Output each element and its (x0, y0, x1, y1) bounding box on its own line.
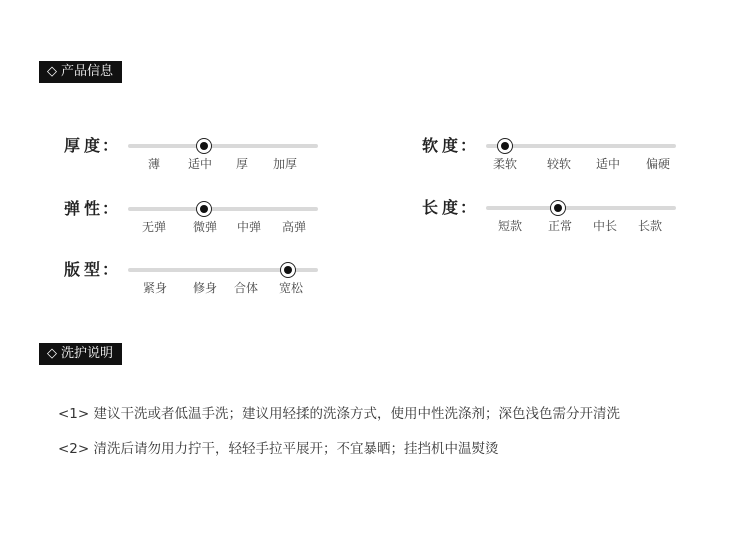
slider-knob (550, 200, 566, 216)
option-label: 微弹 (192, 220, 218, 234)
attribute-thickness (64, 136, 384, 186)
option-label: 正常 (547, 219, 573, 233)
attribute-label: 长度： (422, 198, 477, 217)
option-label: 中长 (592, 219, 618, 233)
slider-knob (196, 138, 212, 154)
option-label: 修身 (192, 281, 218, 295)
option-label: 适中 (595, 157, 621, 171)
care-heading (39, 343, 122, 365)
slider-knob (280, 262, 296, 278)
attribute-label: 软度： (422, 136, 477, 155)
option-label: 无弹 (141, 220, 167, 234)
option-label: 高弹 (281, 220, 307, 234)
diamond-icon: ◇ (47, 346, 57, 361)
attribute-elasticity (64, 199, 384, 249)
attribute-fit (64, 260, 384, 310)
slider-knob (497, 138, 513, 154)
attribute-label: 版型： (64, 260, 119, 279)
option-label: 较软 (546, 157, 572, 171)
diamond-icon: ◇ (47, 64, 57, 79)
attribute-label: 厚度： (64, 136, 119, 155)
option-label: 宽松 (278, 281, 304, 295)
slider-track (486, 206, 676, 210)
slider-knob (196, 201, 212, 217)
option-label: 柔软 (492, 157, 518, 171)
option-label: 加厚 (272, 157, 298, 171)
attribute-label: 弹性： (64, 199, 119, 218)
option-label: 薄 (147, 157, 161, 171)
option-label: 紧身 (142, 281, 168, 295)
care-title: 洗护说明 (61, 346, 114, 361)
option-label: 中弹 (236, 220, 262, 234)
slider-track (128, 144, 318, 148)
attribute-softness (422, 136, 742, 186)
option-label: 合体 (233, 281, 259, 295)
slider-track (128, 207, 318, 211)
attribute-length (422, 198, 742, 248)
option-label: 厚 (235, 157, 249, 171)
care-instruction-1: <1> 建议干洗或者低温手洗；建议用轻揉的洗涤方式，使用中性洗涤剂；深色浅色需分开清洗 (58, 406, 621, 422)
product-info-heading (39, 61, 122, 83)
option-label: 短款 (497, 219, 523, 233)
option-label: 长款 (637, 219, 663, 233)
slider-track (128, 268, 318, 272)
slider-track (486, 144, 676, 148)
care-instruction-2: <2> 清洗后请勿用力拧干，轻轻手拉平展开；不宜暴晒；挂挡机中温熨烫 (58, 441, 499, 457)
option-label: 偏硬 (645, 157, 671, 171)
option-label: 适中 (187, 157, 213, 171)
product-info-title: 产品信息 (61, 64, 114, 79)
